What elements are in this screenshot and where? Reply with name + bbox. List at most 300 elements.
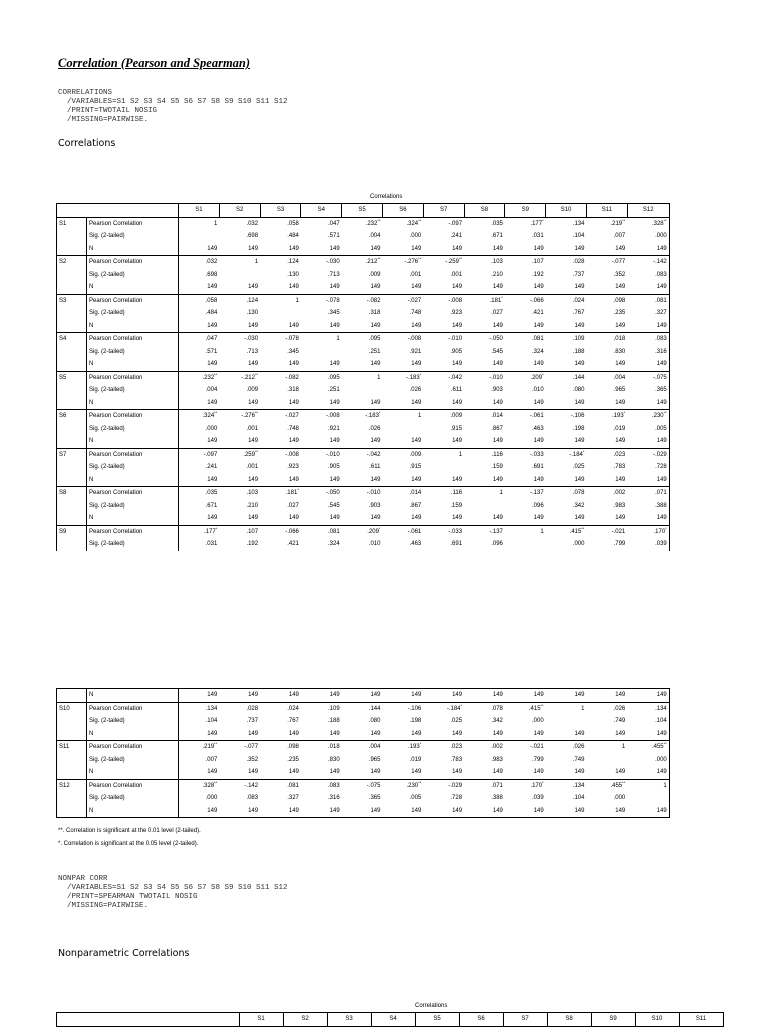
statistic-label: N <box>87 512 179 525</box>
nonparametric-heading: Nonparametric Correlations <box>58 948 190 959</box>
table-cell: 149 <box>301 435 342 448</box>
statistic-label: Sig. (2-tailed) <box>87 230 179 243</box>
table-cell: .170* <box>530 779 544 789</box>
table-row <box>57 358 670 371</box>
table-cell: 149 <box>505 689 546 703</box>
table-cell: .342 <box>572 502 585 509</box>
statistic-label: N <box>87 728 179 741</box>
table-cell: .241 <box>450 233 463 240</box>
statistic-label: Sig. (2-tailed) <box>87 423 179 436</box>
table-cell: .324** <box>406 217 422 227</box>
statistic-label: Pearson Correlation <box>87 217 179 230</box>
table-cell: .144 <box>572 374 585 381</box>
column-header: S5 <box>342 204 383 218</box>
variable-label: S10 <box>57 702 87 715</box>
table-cell: .095 <box>328 374 340 381</box>
table-cell: -.029 <box>627 448 669 461</box>
table-cell: .002 <box>613 490 626 497</box>
statistic-label: Sig. (2-tailed) <box>87 538 179 551</box>
variable-label <box>57 792 87 805</box>
table-cell: .081 <box>531 336 544 343</box>
table-cell: .737 <box>246 718 259 725</box>
table-cell: 149 <box>219 766 260 779</box>
column-header: S7 <box>503 1013 547 1027</box>
table-cell: .345 <box>328 310 340 317</box>
table-cell: .923 <box>450 310 463 317</box>
table-cell: .109 <box>572 336 585 343</box>
table-cell: 149 <box>342 474 383 487</box>
table-cell: .921 <box>409 348 422 355</box>
table-cell: .002 <box>491 744 503 751</box>
table-cell: 149 <box>382 281 423 294</box>
significance-marker: * <box>623 410 626 416</box>
statistic-label: Sig. (2-tailed) <box>87 307 179 320</box>
table-cell: -.010 <box>366 490 381 497</box>
table-cell: .028 <box>246 705 259 712</box>
table-cell: .027 <box>287 502 299 509</box>
table-cell: -.142 <box>244 782 259 789</box>
table-cell: .010 <box>368 541 381 548</box>
table-cell: 149 <box>179 243 220 256</box>
table-cell: .571 <box>205 348 218 355</box>
significance-marker: * <box>582 448 585 454</box>
table-cell: 149 <box>546 435 587 448</box>
table-cell: 149 <box>179 728 220 741</box>
significance-marker: * <box>542 217 544 223</box>
table-row <box>57 512 670 525</box>
table-cell: 149 <box>260 689 301 703</box>
table-cell <box>423 461 464 474</box>
table-cell: -.021 <box>611 528 626 535</box>
table-cell: 149 <box>546 358 587 371</box>
table-row <box>57 423 670 436</box>
table-cell: .421 <box>531 310 544 317</box>
table-cell: 149 <box>464 281 505 294</box>
table-cell: .083 <box>246 795 259 802</box>
syntax-line: /PRINT=TWOTAIL NOSIG <box>58 107 158 115</box>
table-cell: 149 <box>219 689 260 703</box>
statistic-label: Pearson Correlation <box>87 294 179 307</box>
table-row <box>57 538 670 551</box>
table-cell: .130 <box>246 310 259 317</box>
table-cell <box>179 230 220 243</box>
table-cell: -.078 <box>326 297 340 304</box>
table-cell: .728 <box>627 461 669 474</box>
statistic-label: N <box>87 320 179 333</box>
variable-label: S2 <box>57 256 87 269</box>
table-cell: .009 <box>450 413 463 420</box>
column-header: S3 <box>260 204 301 218</box>
table-cell: -.066 <box>285 528 299 535</box>
significance-marker: ** <box>540 702 544 708</box>
significance-marker: ** <box>581 525 585 531</box>
column-header: S4 <box>371 1013 415 1027</box>
table-cell: .611 <box>369 464 381 471</box>
table-cell: .749 <box>613 718 626 725</box>
table-cell: -.021 <box>529 744 544 751</box>
variable-label <box>57 281 87 294</box>
table-cell: -.276** <box>404 256 422 266</box>
table-cell: 149 <box>627 320 669 333</box>
significance-marker: ** <box>214 410 218 416</box>
table-cell: -.029 <box>448 782 463 789</box>
table-cell: 149 <box>586 435 627 448</box>
table-cell: -.075 <box>366 782 381 789</box>
table-cell: .096 <box>531 502 544 509</box>
table-cell <box>464 500 505 513</box>
variable-label: S6 <box>57 410 87 423</box>
table-cell: .328** <box>202 779 218 789</box>
table-cell: .039 <box>531 795 544 802</box>
table-cell: .107 <box>246 528 259 535</box>
table-cell: 149 <box>586 397 627 410</box>
table-cell: 149 <box>219 358 260 371</box>
column-header: S9 <box>591 1013 635 1027</box>
variable-label <box>57 754 87 767</box>
syntax-line: /VARIABLES=S1 S2 S3 S4 S5 S6 S7 S8 S9 S10 S11 S12 <box>58 98 288 106</box>
significance-marker: * <box>460 702 463 708</box>
table-cell: -.078 <box>285 336 299 343</box>
table-cell: -.259** <box>445 256 463 266</box>
column-header: S1 <box>179 204 220 218</box>
table-cell: .698 <box>205 271 218 278</box>
table-cell: .005 <box>627 423 669 436</box>
significance-marker: ** <box>214 741 218 747</box>
table-cell: 149 <box>627 766 669 779</box>
statistic-label: Pearson Correlation <box>87 371 179 384</box>
table-row <box>57 346 670 359</box>
table-cell: .159 <box>450 502 463 509</box>
table-cell: 149 <box>423 320 464 333</box>
table-row <box>57 500 670 513</box>
table-cell: 149 <box>627 397 669 410</box>
table-cell: .905 <box>450 348 463 355</box>
table-cell: .316 <box>627 346 669 359</box>
table-cell: 149 <box>382 728 423 741</box>
table-cell: 149 <box>382 512 423 525</box>
significance-marker: ** <box>418 779 422 785</box>
table-cell: .159 <box>491 464 503 471</box>
table-cell: -.082 <box>366 297 381 304</box>
variable-label <box>57 500 87 513</box>
table-cell: -.030 <box>326 259 340 266</box>
table-cell: .018 <box>328 744 340 751</box>
table-cell: 149 <box>219 243 260 256</box>
variable-label <box>57 805 87 818</box>
table-cell: 149 <box>627 805 669 818</box>
variable-label: S3 <box>57 294 87 307</box>
correlations-syntax <box>58 89 288 125</box>
table-cell: .000 <box>205 795 218 802</box>
table-cell: .083 <box>328 782 340 789</box>
table-cell: .134 <box>627 702 669 715</box>
syntax-line: /MISSING=PAIRWISE. <box>58 902 149 910</box>
table-cell: 149 <box>260 397 301 410</box>
table-cell: 149 <box>423 243 464 256</box>
table-cell: .327 <box>627 307 669 320</box>
syntax-line: NONPAR CORR <box>58 875 108 883</box>
table-cell: 149 <box>382 435 423 448</box>
table-cell: .027 <box>491 310 503 317</box>
table-cell: -.050 <box>326 490 340 497</box>
significance-marker: * <box>378 525 381 531</box>
variable-label <box>57 423 87 436</box>
table-cell: .965 <box>368 756 381 763</box>
table-cell: -.142 <box>627 256 669 269</box>
table-cell: 149 <box>546 689 587 703</box>
table-cell: 149 <box>260 320 301 333</box>
table-cell: 149 <box>505 243 546 256</box>
significance-marker: ** <box>377 217 381 223</box>
variable-label <box>57 320 87 333</box>
table-cell: 149 <box>179 358 220 371</box>
syntax-line: /PRINT=SPEARMAN TWOTAIL NOSIG <box>58 893 198 901</box>
table-cell: 149 <box>423 281 464 294</box>
table-cell: .081 <box>287 782 299 789</box>
table-cell: .365 <box>627 384 669 397</box>
table-cell: .748 <box>287 425 299 432</box>
table-cell: 149 <box>301 728 342 741</box>
table-cell: 149 <box>260 281 301 294</box>
table-cell: 149 <box>179 689 220 703</box>
table-cell: 149 <box>546 805 587 818</box>
table-cell: .388 <box>491 795 503 802</box>
table-row <box>57 384 670 397</box>
table-cell: .009 <box>368 271 381 278</box>
table-row <box>57 320 670 333</box>
table-cell: 149 <box>342 805 383 818</box>
table-cell: .083 <box>627 333 669 346</box>
table-cell: .007 <box>613 233 626 240</box>
table-cell: .903 <box>491 387 503 394</box>
table-cell: .241 <box>205 464 218 471</box>
table-cell: -.276** <box>241 410 259 420</box>
table-cell: .004 <box>205 387 218 394</box>
table-row <box>57 397 670 410</box>
variable-label <box>57 512 87 525</box>
table-row <box>57 766 670 779</box>
table-cell: .915 <box>409 464 422 471</box>
table-cell: 149 <box>342 766 383 779</box>
correlations-table-part2 <box>56 688 670 818</box>
table-cell: 149 <box>423 689 464 703</box>
table-cell: .316 <box>328 795 340 802</box>
variable-label: S5 <box>57 371 87 384</box>
table-cell: .001 <box>409 271 422 278</box>
table-cell: .134 <box>205 705 218 712</box>
table-cell: .014 <box>491 413 503 420</box>
table-row <box>57 371 670 384</box>
table-cell: .032 <box>205 259 218 266</box>
table-cell: 149 <box>219 397 260 410</box>
table-cell: .867 <box>491 425 503 432</box>
significance-marker: ** <box>418 217 422 223</box>
table-cell: .000 <box>627 230 669 243</box>
table-cell: .342 <box>491 718 503 725</box>
table-cell: 149 <box>219 805 260 818</box>
table-cell: .210 <box>246 502 259 509</box>
table-cell: -.106 <box>407 705 422 712</box>
table-cell: .019 <box>613 425 626 432</box>
table-cell: .026 <box>572 744 585 751</box>
significance-marker: * <box>665 525 667 531</box>
table-cell: -.183* <box>406 371 422 381</box>
table-row <box>57 702 670 715</box>
table-cell: .130 <box>287 271 299 278</box>
table-cell: .728 <box>450 795 463 802</box>
table-cell: 149 <box>546 766 587 779</box>
table-cell: .009 <box>246 387 259 394</box>
table-cell: .000 <box>409 233 422 240</box>
table-cell: -.030 <box>244 336 259 343</box>
table-cell: 149 <box>586 320 627 333</box>
table-cell: 149 <box>260 512 301 525</box>
table-cell: .071 <box>627 487 669 500</box>
table-cell: .698 <box>246 233 259 240</box>
statistic-label: Pearson Correlation <box>87 779 179 792</box>
significance-marker: ** <box>458 256 463 262</box>
table-cell: -.137 <box>489 528 503 535</box>
corner-cell <box>87 204 179 218</box>
table-cell: .104 <box>572 233 585 240</box>
statistic-label: N <box>87 805 179 818</box>
table-cell: 1 <box>417 413 422 420</box>
statistic-label: Pearson Correlation <box>87 256 179 269</box>
table-cell: 149 <box>260 435 301 448</box>
variable-label: S1 <box>57 217 87 230</box>
table-cell: 149 <box>505 512 546 525</box>
table-cell: -.212** <box>241 371 259 381</box>
significance-marker: * <box>378 410 381 416</box>
statistic-label: N <box>87 766 179 779</box>
table-row <box>57 754 670 767</box>
table-cell: .484 <box>287 233 299 240</box>
table-cell: 1 <box>254 259 259 266</box>
significance-marker: ** <box>418 256 422 262</box>
table-cell: 149 <box>586 689 627 703</box>
table-cell: 149 <box>586 281 627 294</box>
table-cell: .026 <box>613 705 626 712</box>
table-cell: 149 <box>179 397 220 410</box>
table-cell: 149 <box>219 320 260 333</box>
significance-marker: * <box>419 741 422 747</box>
correlations-table-part1 <box>56 203 670 551</box>
table-row <box>57 256 670 269</box>
table-cell: .039 <box>627 538 669 551</box>
variable-label: S7 <box>57 448 87 461</box>
table-row <box>57 269 670 282</box>
table-cell: 149 <box>546 512 587 525</box>
table-cell: .170* <box>627 525 669 538</box>
table-cell: 149 <box>464 512 505 525</box>
statistic-label: Pearson Correlation <box>87 525 179 538</box>
table-cell: .915 <box>450 425 463 432</box>
table-cell: .713 <box>246 348 259 355</box>
table-row <box>57 281 670 294</box>
syntax-line: CORRELATIONS <box>58 89 113 97</box>
table-cell: .345 <box>287 348 299 355</box>
table-cell: .198 <box>572 425 585 432</box>
table-row <box>57 525 670 538</box>
table-cell: .259** <box>243 448 259 458</box>
table-cell: 149 <box>301 766 342 779</box>
table-cell: .026 <box>409 387 422 394</box>
table-cell: 149 <box>179 805 220 818</box>
table-cell: .104 <box>572 795 585 802</box>
significance-marker: ** <box>254 448 259 454</box>
table-cell: .415** <box>528 702 544 712</box>
significance-marker: ** <box>254 410 259 416</box>
table-cell: .209* <box>367 525 381 535</box>
table-cell: -.066 <box>529 297 544 304</box>
variable-label <box>57 243 87 256</box>
table-cell: .103 <box>246 490 259 497</box>
table-cell: 149 <box>586 474 627 487</box>
column-header: S6 <box>382 204 423 218</box>
table-cell: .104 <box>627 715 669 728</box>
table-cell: .010 <box>531 387 544 394</box>
table-cell: 149 <box>505 474 546 487</box>
table-cell: -.008 <box>285 451 299 458</box>
table-cell <box>342 384 383 397</box>
table-cell: .192 <box>531 271 544 278</box>
table-cell: .799 <box>613 541 626 548</box>
table-cell: 149 <box>342 243 383 256</box>
table-cell: 149 <box>423 766 464 779</box>
table-cell: 1 <box>540 528 544 535</box>
column-header: S10 <box>546 204 587 218</box>
table-cell: .078 <box>491 705 503 712</box>
table-cell: 1 <box>621 744 626 751</box>
syntax-line: /MISSING=PAIRWISE. <box>58 116 149 124</box>
table-cell <box>260 307 301 320</box>
table-cell: .983 <box>613 502 626 509</box>
table-cell: .365 <box>368 795 381 802</box>
table-cell <box>382 423 423 436</box>
table-cell: .691 <box>531 464 544 471</box>
table-cell: 149 <box>342 358 383 371</box>
variable-label: S12 <box>57 779 87 792</box>
table-cell: 149 <box>505 397 546 410</box>
table-cell: 149 <box>219 728 260 741</box>
variable-label <box>57 474 87 487</box>
table-cell: 149 <box>423 728 464 741</box>
table-cell: -.097 <box>203 451 218 458</box>
table-cell: .177* <box>204 525 218 535</box>
statistic-label: Pearson Correlation <box>87 333 179 346</box>
table-cell: .007 <box>205 756 218 763</box>
variable-label <box>57 269 87 282</box>
table-cell: 149 <box>586 358 627 371</box>
statistic-label: Sig. (2-tailed) <box>87 346 179 359</box>
table-cell: 149 <box>301 243 342 256</box>
table-cell: 149 <box>627 474 669 487</box>
table-cell: 149 <box>382 766 423 779</box>
table-cell: 149 <box>546 397 587 410</box>
table-cell: .210 <box>491 271 503 278</box>
table-cell: 149 <box>342 397 383 410</box>
variable-label <box>57 435 87 448</box>
significance-marker: * <box>542 371 544 377</box>
table-cell: 1 <box>295 297 299 304</box>
column-header: S2 <box>283 1013 327 1027</box>
table-cell: .767 <box>572 310 585 317</box>
table-cell: -.061 <box>529 413 544 420</box>
table-cell: .737 <box>572 271 585 278</box>
table-cell: .571 <box>328 233 340 240</box>
significance-marker: ** <box>214 371 218 377</box>
statistic-label: Pearson Correlation <box>87 741 179 754</box>
